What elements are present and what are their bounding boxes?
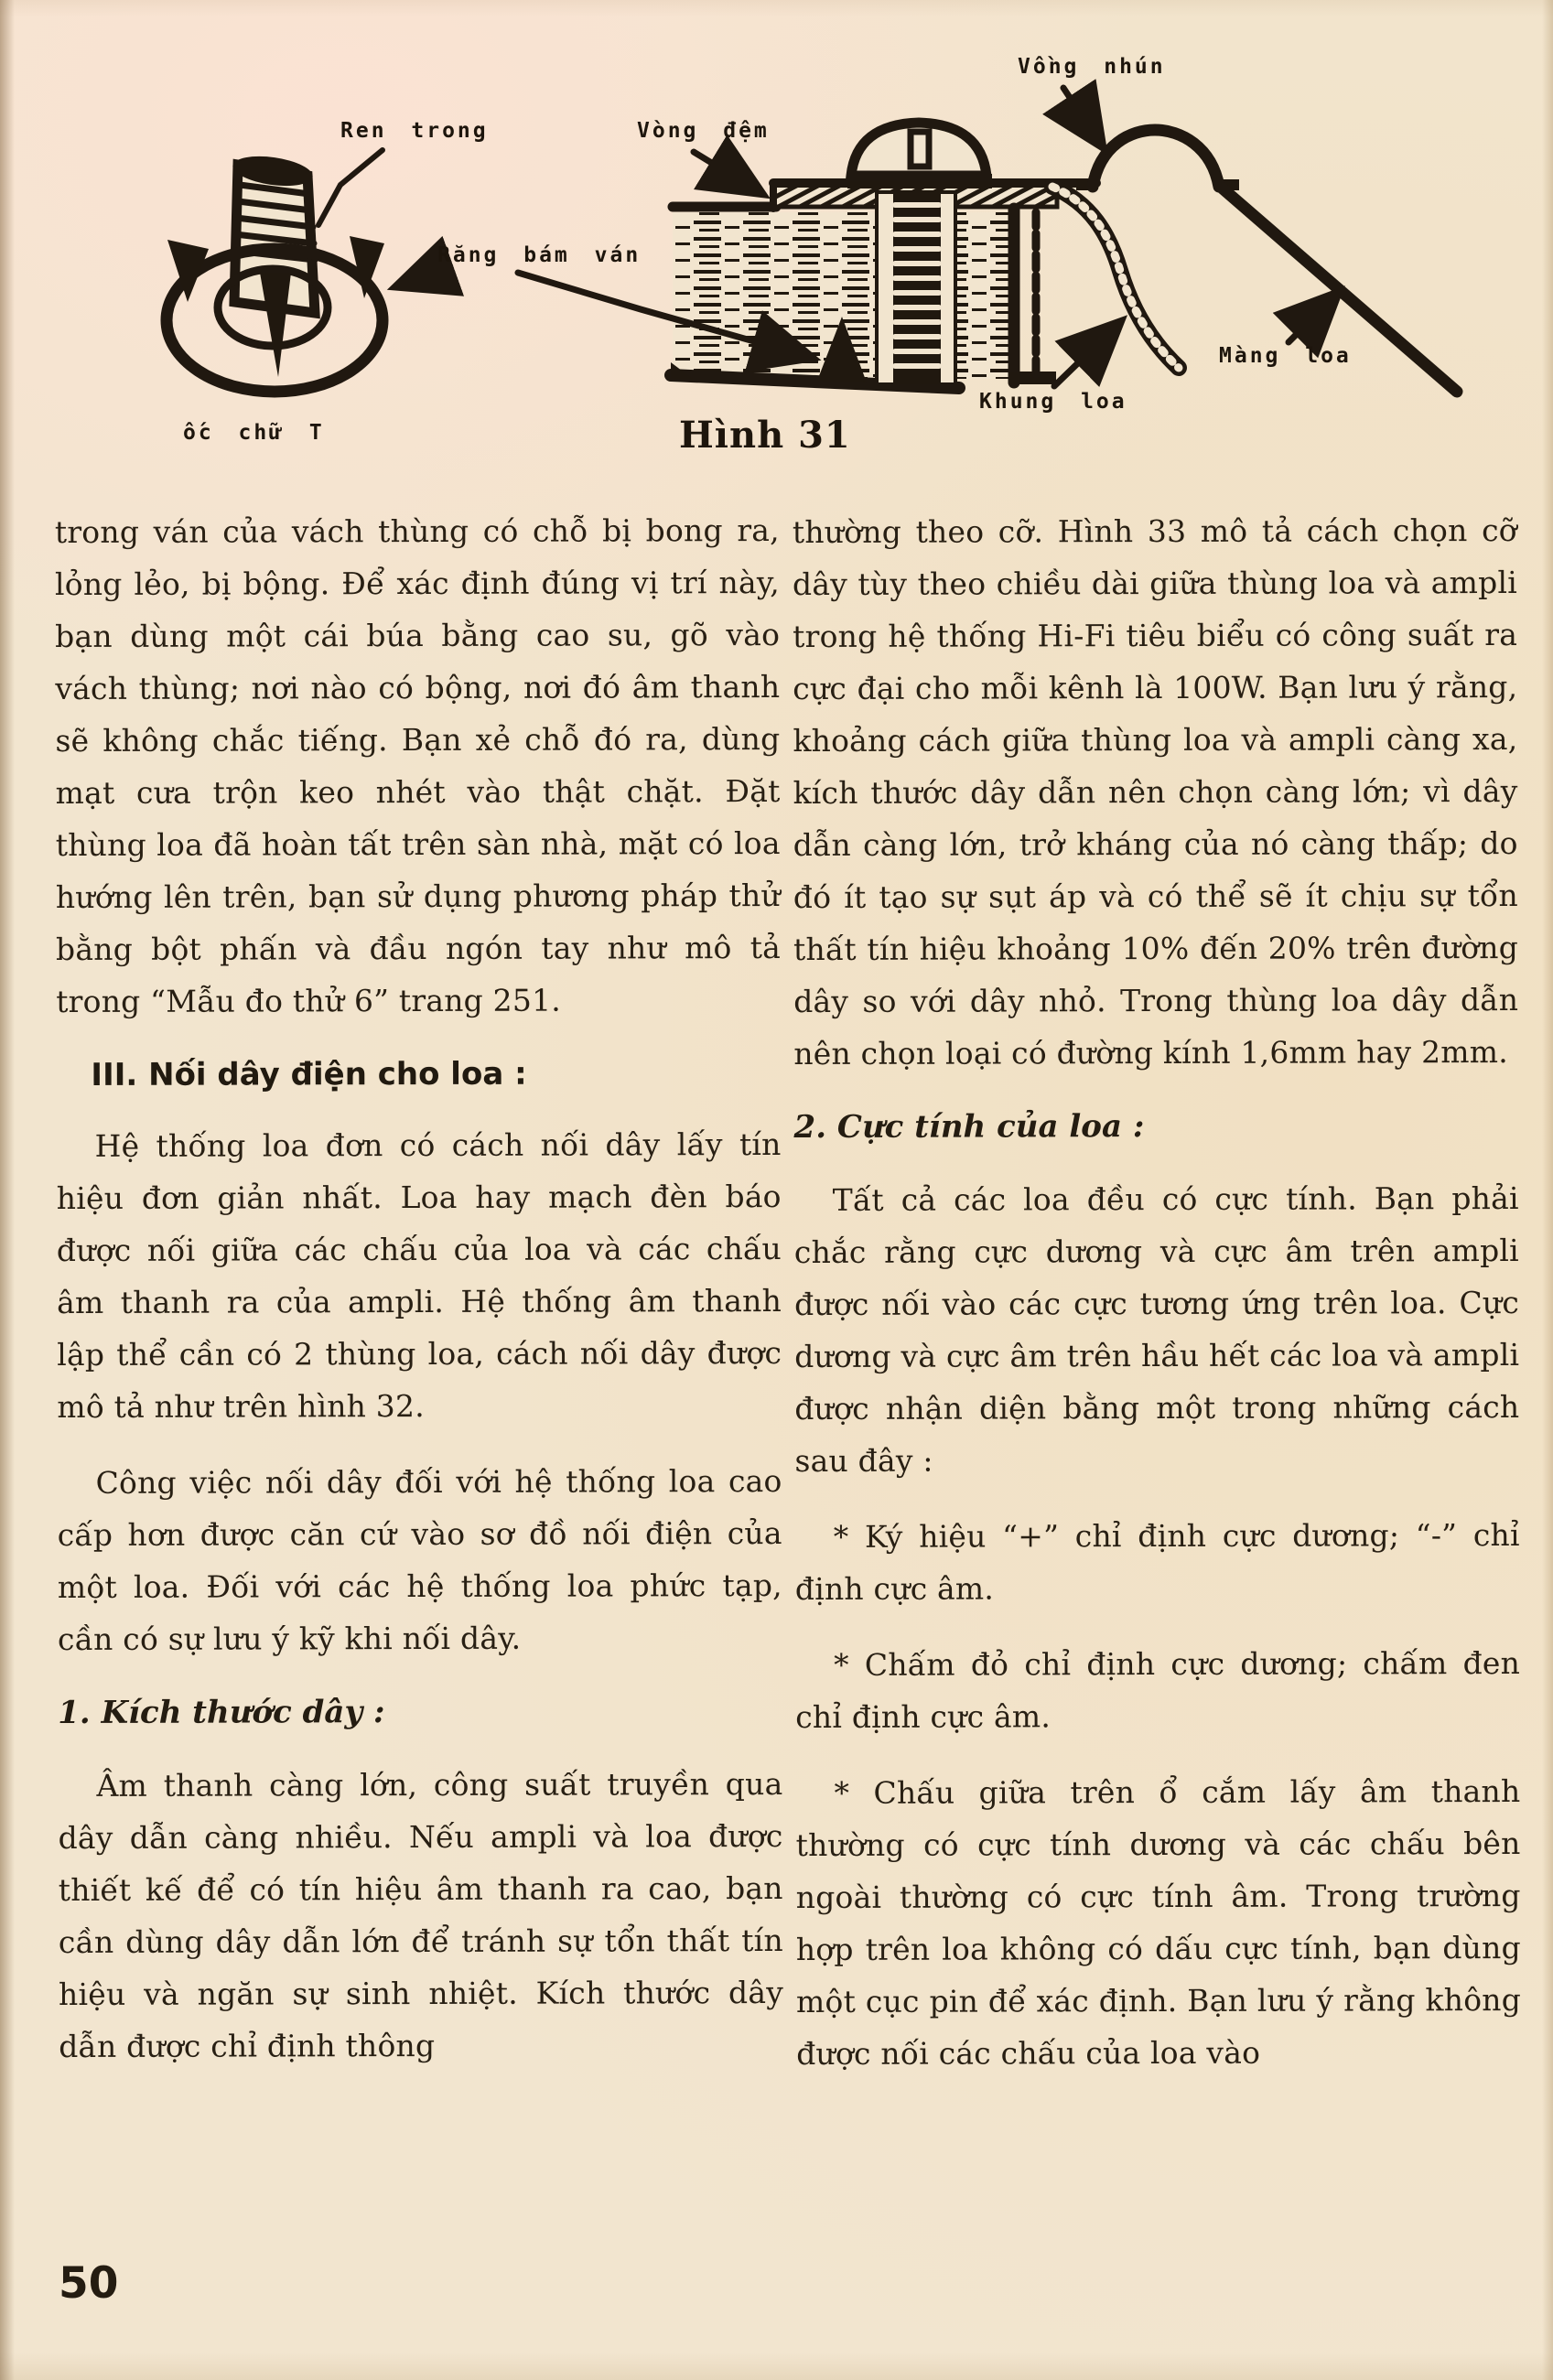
label-rang-bam-van: Răng bám ván bbox=[437, 243, 642, 267]
left-column bbox=[55, 504, 783, 2073]
page-number: 50 bbox=[59, 2258, 119, 2309]
figure-31 bbox=[0, 37, 1553, 512]
label-vong-dem: Vòng đệm bbox=[637, 119, 770, 143]
paragraph: Tất cả các loa đều có cực tính. Bạn phải chắc rằng cực dương và cực âm trên ampli được nối vào các cực tương ứng trên loa. Cực dương và cực âm trên hầu hết các loa và ampli được nhận diện bằng một trong những cách sau đây : bbox=[793, 1179, 1520, 1480]
paragraph: thường theo cỡ. Hình 33 mô tả cách chọn cỡ dây tùy theo chiều dài giữa thùng loa và ampli trong hệ thống Hi-Fi tiêu biểu có công suất ra cực đại cho mỗi kênh là 100W. Bạn lưu ý rằng, khoảng cách giữa thùng loa và ampli càng xa, kích thước dây dẫn nên chọn càng lớn; vì dây dẫn càng lớn, trở kháng của nó càng thấp; do đó ít tạo sự sụt áp và có thể sẽ ít chịu sự tổn thất tín hiệu khoảng 10% đến 20% trên đường dây so với dây nhỏ. Trong thùng loa dây dẫn nên chọn loại có đường kính 1,6mm hay 2mm. bbox=[792, 512, 1519, 1072]
figure-caption: Hình 31 bbox=[679, 414, 851, 457]
bullet-item: * Chấu giữa trên ổ cắm lấy âm thanh thường có cực tính dương và các chấu bên ngoài thường có cực tính âm. Trong trường hợp trên loa không có dấu cực tính, bạn dùng một cục pin để xác định. Bạn lưu ý rằng không được nối các chấu của loa vào bbox=[795, 1772, 1522, 2073]
label-ren-trong: Ren trong bbox=[340, 119, 489, 143]
label-khung-loa: Khung loa bbox=[979, 390, 1127, 414]
label-oc-chu-t: ốc chữ T bbox=[183, 421, 325, 445]
bullet-item: * Chấm đỏ chỉ định cực dương; chấm đen chỉ định cực âm. bbox=[795, 1644, 1521, 1736]
paragraph: Âm thanh càng lớn, công suất truyền qua dây dẫn càng nhiều. Nếu ampli và loa được thiết kế để có tín hiệu âm thanh ra cao, bạn cần dùng dây dẫn lớn để tránh sự tổn thất tín hiệu và ngăn sự sinh nhiệt. Kích thước dây dẫn được chỉ định thông bbox=[58, 1765, 784, 2065]
subheading-kich-thuoc-day: 1. Kích thước dây : bbox=[58, 1694, 385, 1732]
paragraph: trong ván của vách thùng có chỗ bị bong ra, lỏng lẻo, bị bộng. Để xác định đúng vị trí này, bạn dùng một cái búa bằng cao su, gõ vào vách thùng; nơi nào có bộng, nơi đó âm thanh sẽ không chắc tiếng. Bạn xẻ chỗ đó ra, dùng mạt cưa trộn keo nhét vào thật chặt. Đặt thùng loa đã hoàn tất trên sàn nhà, mặt có loa hướng lên trên, bạn sử dụng phương pháp thử bằng bột phấn và đầu ngón tay như mô tả trong “Mẫu đo thử 6” trang 251. bbox=[54, 512, 782, 1020]
bullet-item: * Ký hiệu “+” chỉ định cực dương; “-” chỉ định cực âm. bbox=[794, 1516, 1520, 1608]
label-mang-loa: Màng loa bbox=[1219, 344, 1352, 368]
section-heading-iii: III. Nối dây điện cho loa : bbox=[91, 1055, 527, 1093]
subheading-cuc-tinh-cua-loa: 2. Cực tính của loa : bbox=[793, 1108, 1145, 1147]
label-vong-nhun: Vồng nhún bbox=[1018, 55, 1166, 79]
right-column bbox=[793, 504, 1522, 2080]
t-nut-drawing bbox=[167, 152, 384, 392]
paragraph: Công việc nối dây đối với hệ thống loa cao cấp hơn được căn cứ vào sơ đồ nối điện của một loa. Đối với các hệ thống loa phức tạp, cần có sự lưu ý kỹ khi nối dây. bbox=[57, 1462, 782, 1658]
paragraph: Hệ thống loa đơn có cách nối dây lấy tín hiệu đơn giản nhất. Loa hay mạch đèn báo được nối giữa các chấu của loa và các chấu âm thanh ra của ampli. Hệ thống âm thanh lập thể cần có 2 thùng loa, cách nối dây được mô tả như trên hình 32. bbox=[56, 1125, 782, 1426]
